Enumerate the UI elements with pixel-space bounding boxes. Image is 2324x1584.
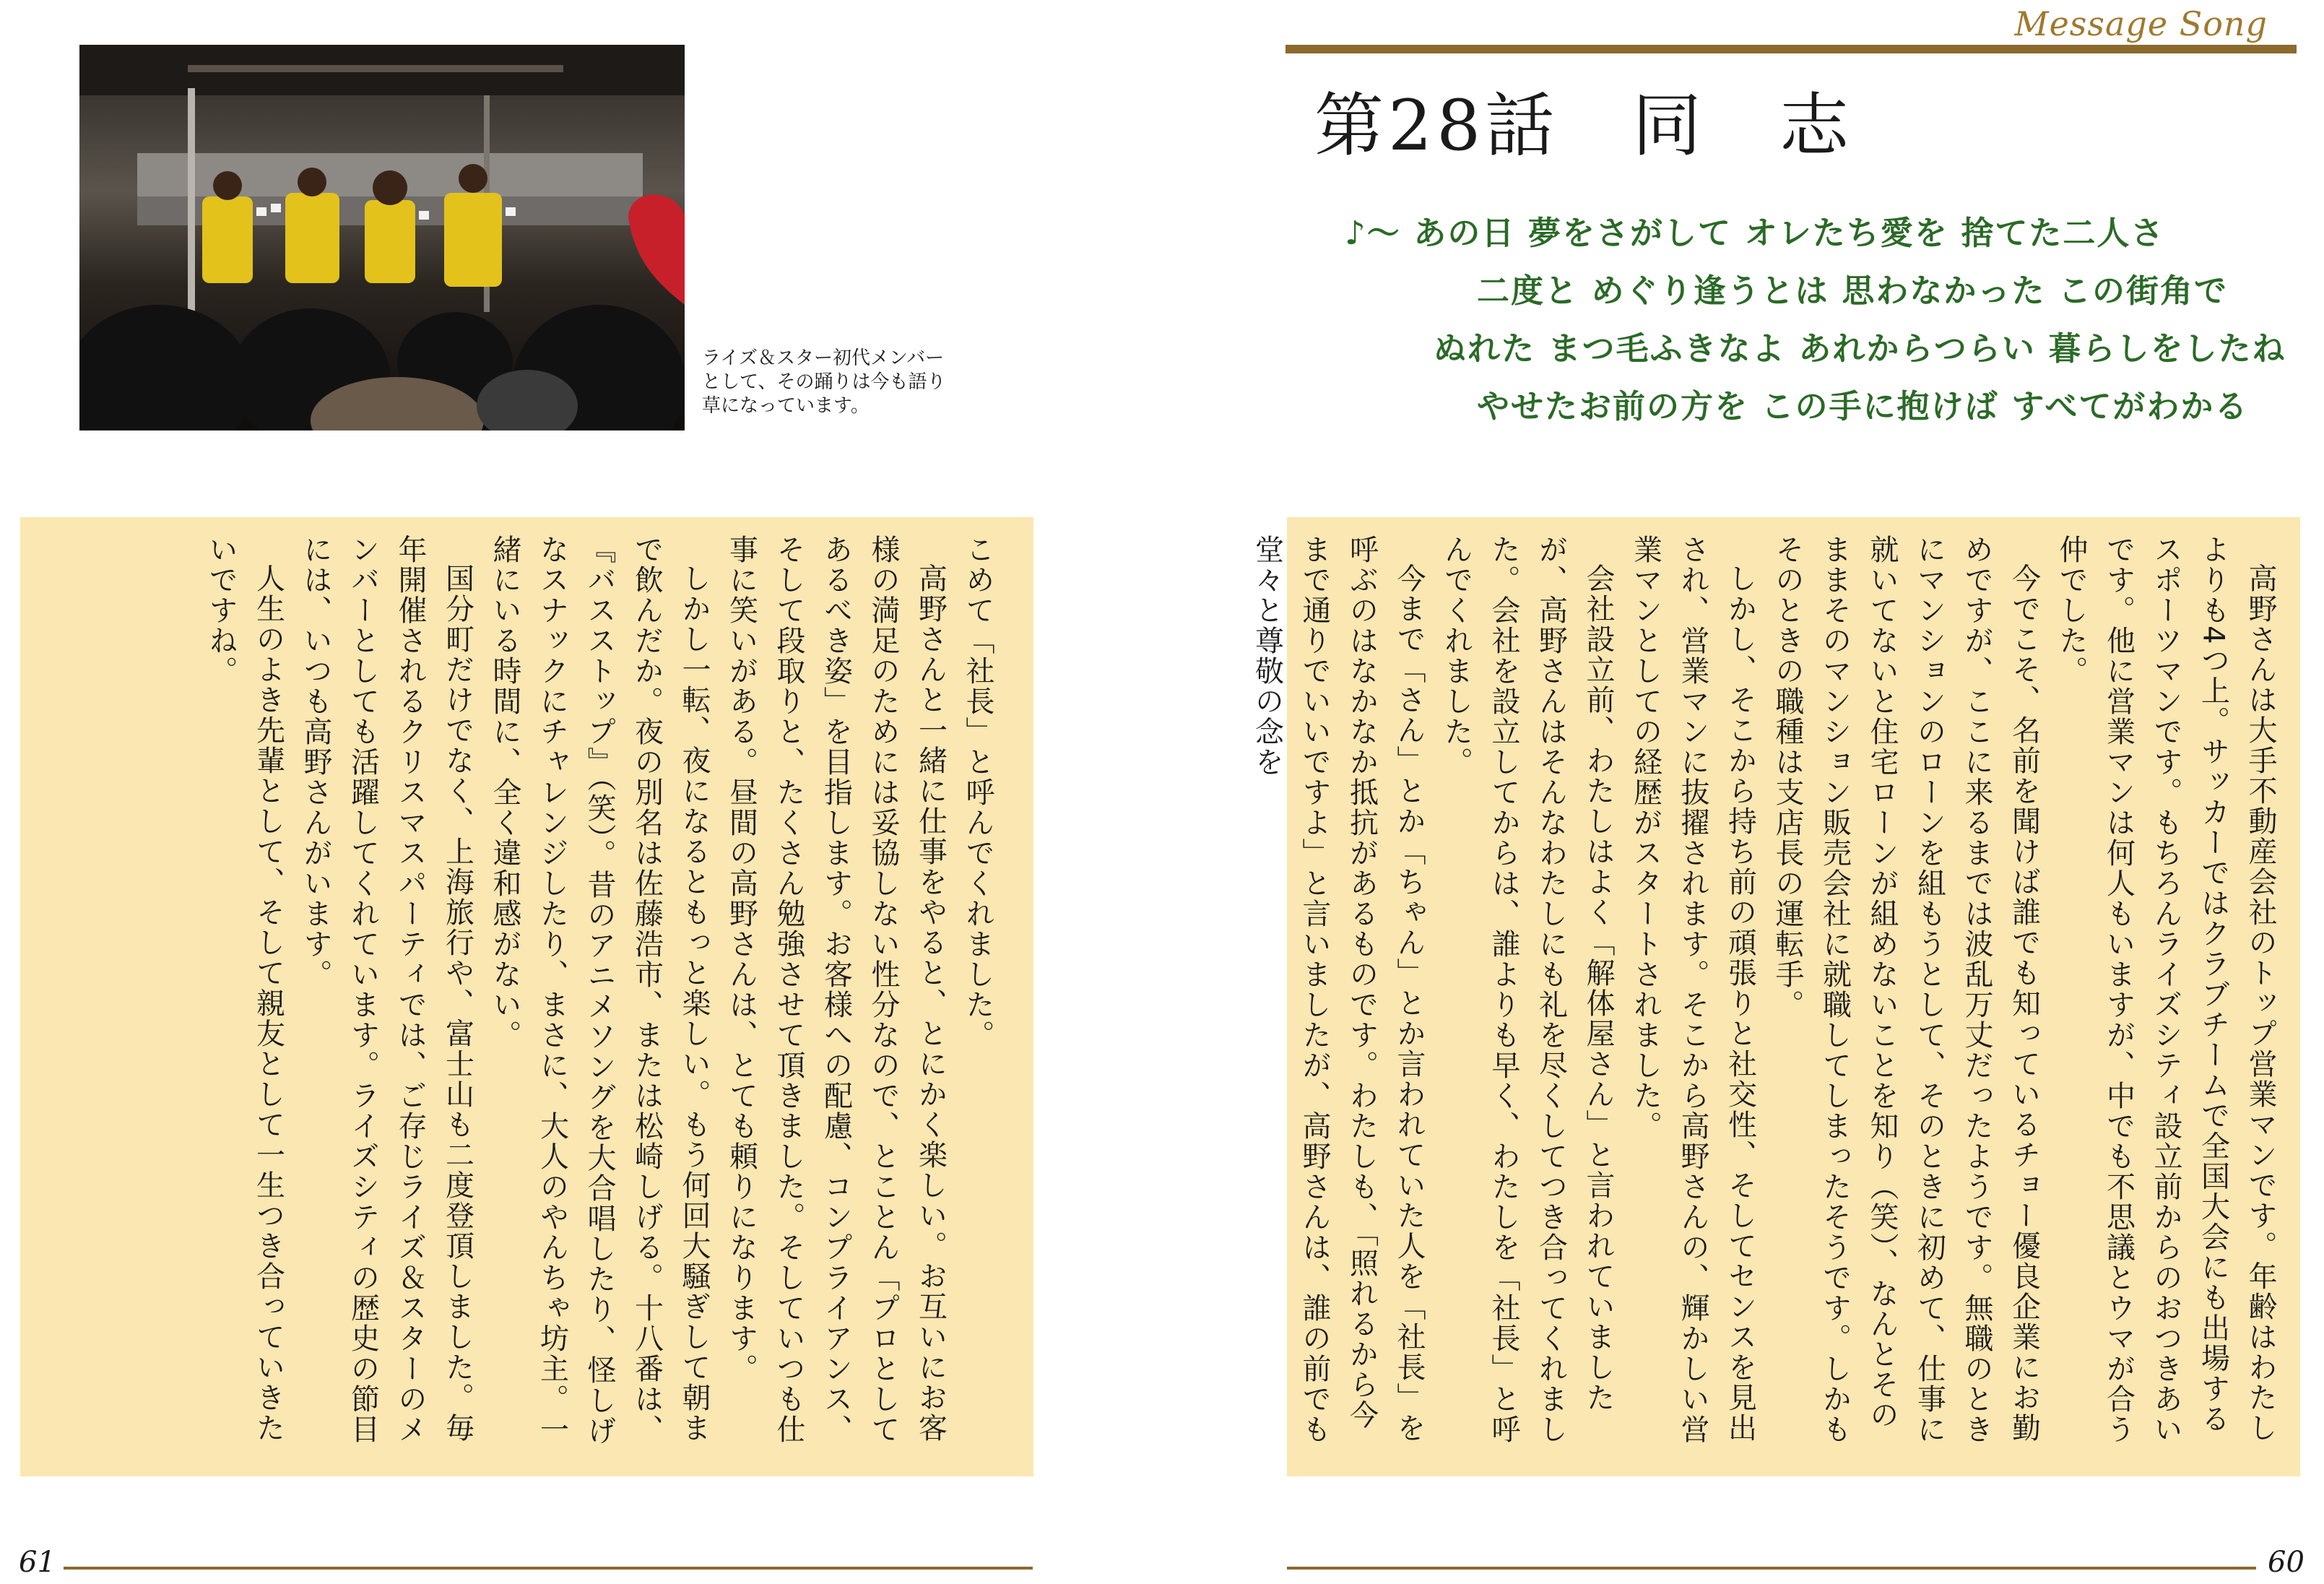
header-rule bbox=[1285, 45, 2297, 53]
lyric-line: やせたお前の方を この手に抱けば すべてがわかる bbox=[1477, 387, 2249, 425]
paragraph: 今でこそ、名前を聞けば誰でも知っているチョー優良企業にお勤めですが、ここに来るまでは波乱万丈だったようです。無職のときにマンションのローンを組もうとして、そのときに初めて、仕事に就いてないと住宅ローンが組めないことを知り（笑）、なんとそのままそのマンション販売会社に就職してしまったそうです。しかもそのときの職種は支店長の運転手。 bbox=[1771, 535, 2041, 1445]
paragraph: 人生のよき先輩として、そして親友として一生つき合っていきたいですね。 bbox=[204, 535, 285, 1443]
footer-rule-right bbox=[1287, 1567, 2256, 1570]
photo-caption: ライズ＆スター初代メンバー として、その踊りは今も語り 草になっています。 bbox=[702, 347, 946, 417]
continuation-line: こめて「社長」と呼んでくれました。 bbox=[961, 535, 994, 1050]
paragraph: 高野さんは大手不動産会社のトップ営業マンです。年齢はわたしよりも4つ上。サッカーではクラブチームで全国大会にも出場するスポーツマンです。もちろんライズシティ設立前からのおつきあいです。他に営業マンは何人もいますが、中でも不思議とウマが合う仲でした。 bbox=[2055, 535, 2277, 1445]
stage-photo bbox=[79, 45, 685, 430]
page-number-left: 61 bbox=[19, 1546, 56, 1579]
paragraph: しかし一転、夜になるともっと楽しい。もう何回大騒ぎして朝まで飲んだか。夜の別名は佐藤浩市、または松崎しげる。十八番は、『バスストップ』（笑）。昔のアニメソングを大合唱したり、怪しげなスナックにチャレンジしたり、まさに、大人のやんちゃ坊主。一緒にいる時間に、全く違和感がない。 bbox=[488, 535, 711, 1446]
lyric-line: ♪〜 あの日 夢をさがして オレたち愛を 捨てた二人さ bbox=[1345, 214, 2165, 252]
lyric-line: ぬれた まつ毛ふきなよ あれからつらい 暮らしをしたね bbox=[1434, 329, 2286, 368]
paragraph: 国分町だけでなく、上海旅行や、富士山も二度登頂しました。毎年開催されるクリスマスパーティでは、ご存じライズ＆スターのメンバーとしても活躍してくれています。ライズシティの歴史の節目には、いつも高野さんがいます。 bbox=[299, 535, 474, 1445]
right-body-text bbox=[1250, 535, 2284, 1452]
paragraph: 今まで「さん」とか「ちゃん」とか言われていた人を「社長」を呼ぶのはなかなか抵抗があるものです。わたしも、「照れるから今まで通りでいいですよ」と言いましたが、高野さんは、誰の前でも堂々と尊敬の念を bbox=[1250, 535, 1426, 1445]
left-body-text bbox=[60, 535, 1001, 1452]
stage-photo-illustration bbox=[79, 45, 685, 430]
section-label: Message Song bbox=[2014, 4, 2268, 43]
paragraph: 高野さんと一緒に仕事をやると、とにかく楽しい。お互いにお客様の満足のためには妥協しない性分なので、とことん「プロとしてあるべき姿」を目指します。お客様への配慮、コンプライアンス、そして段取りと、たくさん勉強させて頂きました。そしていつも仕事に笑いがある。昼間の高野さんは、とても頼りになります。 bbox=[724, 535, 948, 1445]
chapter-title: 第28話 同 志 bbox=[1314, 85, 1854, 166]
page-number-right: 60 bbox=[2268, 1546, 2305, 1579]
lyric-line: 二度と めぐり逢うとは 思わなかった この街角で bbox=[1477, 272, 2229, 310]
paragraph: 会社設立前、わたしはよく「解体屋さん」と言われていましたが、高野さんはそんなわたしにも礼を尽くしてつき合ってくれました。会社を設立してからは、誰よりも早く、わたしを「社長」と呼んでくれました。 bbox=[1439, 535, 1615, 1445]
footer-rule-left bbox=[64, 1567, 1033, 1570]
paragraph: しかし、そこから持ち前の頑張りと社交性、そしてセンスを見出され、営業マンに抜擢されます。そこから高野さんの、輝かしい営業マンとしての経歴がスタートされました。 bbox=[1629, 535, 1757, 1445]
